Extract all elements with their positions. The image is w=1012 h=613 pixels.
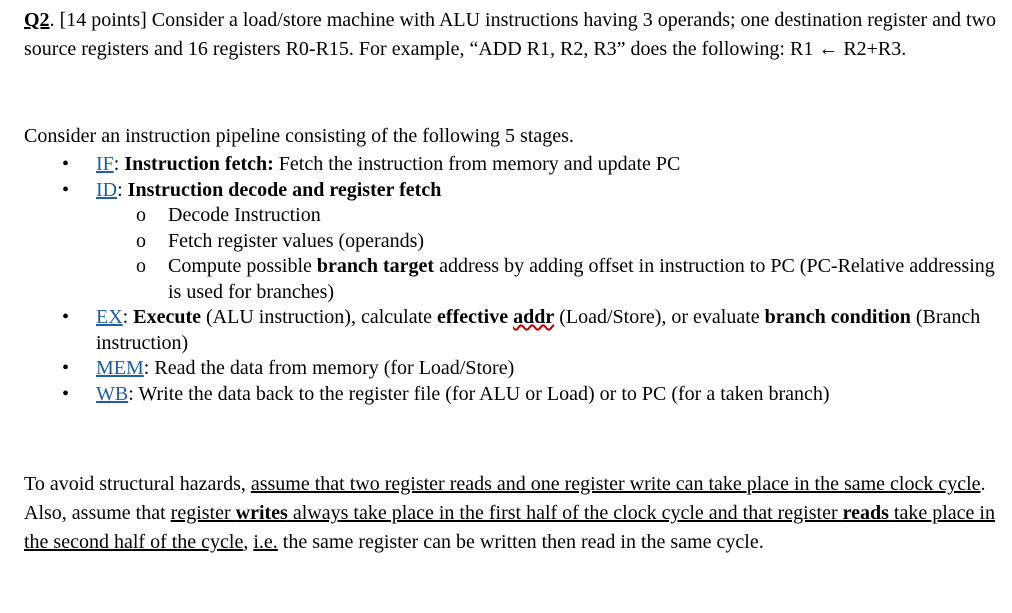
id-substep-fetch: o Fetch register values (operands) — [96, 229, 1009, 255]
hazard-t1: To avoid structural hazards, — [24, 473, 251, 495]
question-number: Q2 — [24, 9, 50, 31]
question-text: . [14 points] Consider a load/store machine with ALU instructions having 3 operands; one destination register and two source registers and 16 registers R0-R15. For example, “ADD R1, R2, R3” does the following: R1 ← R2+R3. — [24, 9, 997, 60]
id-substep-compute — [96, 254, 1009, 305]
compute-bold: branch target — [316, 255, 435, 277]
stage-list — [24, 152, 1009, 407]
hazard-t2: . Also, assume that — [24, 473, 986, 524]
stage-ex-bold3: branch condition — [764, 306, 911, 328]
stage-ex-bold2: effective — [437, 306, 514, 328]
stage-mem-sep: : — [143, 357, 155, 379]
hazard-u3: i.e. — [253, 531, 278, 553]
compute-post: address by adding offset in instruction to PC (PC-Relative addressing is used for branches) — [168, 255, 995, 303]
hazard-u1: assume that two register reads and one register write can take place in the same clock cycle — [250, 473, 981, 495]
stage-wb-desc: Write the data back to the register file (for ALU or Load) or to PC (for a taken branch) — [138, 382, 830, 405]
stage-if-sep: : — [113, 153, 125, 175]
stage-if-desc: Fetch the instruction from memory and update PC — [273, 153, 681, 175]
stage-ex-addr: addr — [513, 306, 555, 328]
id-substep-decode: o Decode Instruction — [96, 203, 1009, 229]
stage-ex — [24, 305, 1009, 356]
hazard-u2b: writes — [235, 502, 288, 524]
stage-ex-abbr: EX — [96, 306, 123, 328]
stage-if — [24, 152, 1009, 178]
stage-wb — [24, 382, 1009, 408]
stage-ex-sep: : — [122, 306, 134, 328]
stage-wb-sep: : — [128, 382, 139, 405]
hazard-u2c: always take place in the first half of the clock cycle and that register — [287, 502, 843, 524]
stage-ex-text1: (ALU instruction), calculate — [201, 306, 438, 328]
stage-ex-text2: (Load/Store), or evaluate — [554, 306, 765, 328]
question-paragraph — [24, 6, 1009, 64]
stage-id-abbr: ID — [96, 178, 118, 201]
hazard-paragraph — [24, 470, 1009, 557]
stage-mem-abbr: MEM — [96, 357, 144, 379]
pipeline-intro: Consider an instruction pipeline consisting of the following 5 stages. — [24, 125, 574, 147]
stage-ex-title: Execute — [133, 306, 201, 328]
hazard-u2d: reads — [842, 502, 889, 524]
stage-mem — [24, 356, 1009, 382]
stage-id-title: Instruction decode and register fetch — [127, 178, 442, 201]
stage-wb-abbr: WB — [96, 382, 129, 405]
stage-id-sep: : — [117, 178, 128, 201]
stage-mem-desc: Read the data from memory (for Load/Store) — [154, 357, 515, 379]
hazard-u2e: take place in the second half of the cycle — [24, 502, 995, 553]
hazard-t3: , — [243, 531, 254, 553]
hazard-t4: the same register can be written then read in the same cycle. — [277, 531, 764, 553]
stage-ex-text3: (Branch instruction) — [96, 306, 981, 354]
hazard-u2a: register — [170, 502, 236, 524]
stage-id — [24, 178, 1009, 306]
id-substep-list — [96, 203, 1009, 305]
stage-if-title: Instruction fetch: — [124, 153, 274, 175]
stage-if-abbr: IF — [96, 153, 114, 175]
compute-pre: Compute possible — [168, 255, 317, 277]
